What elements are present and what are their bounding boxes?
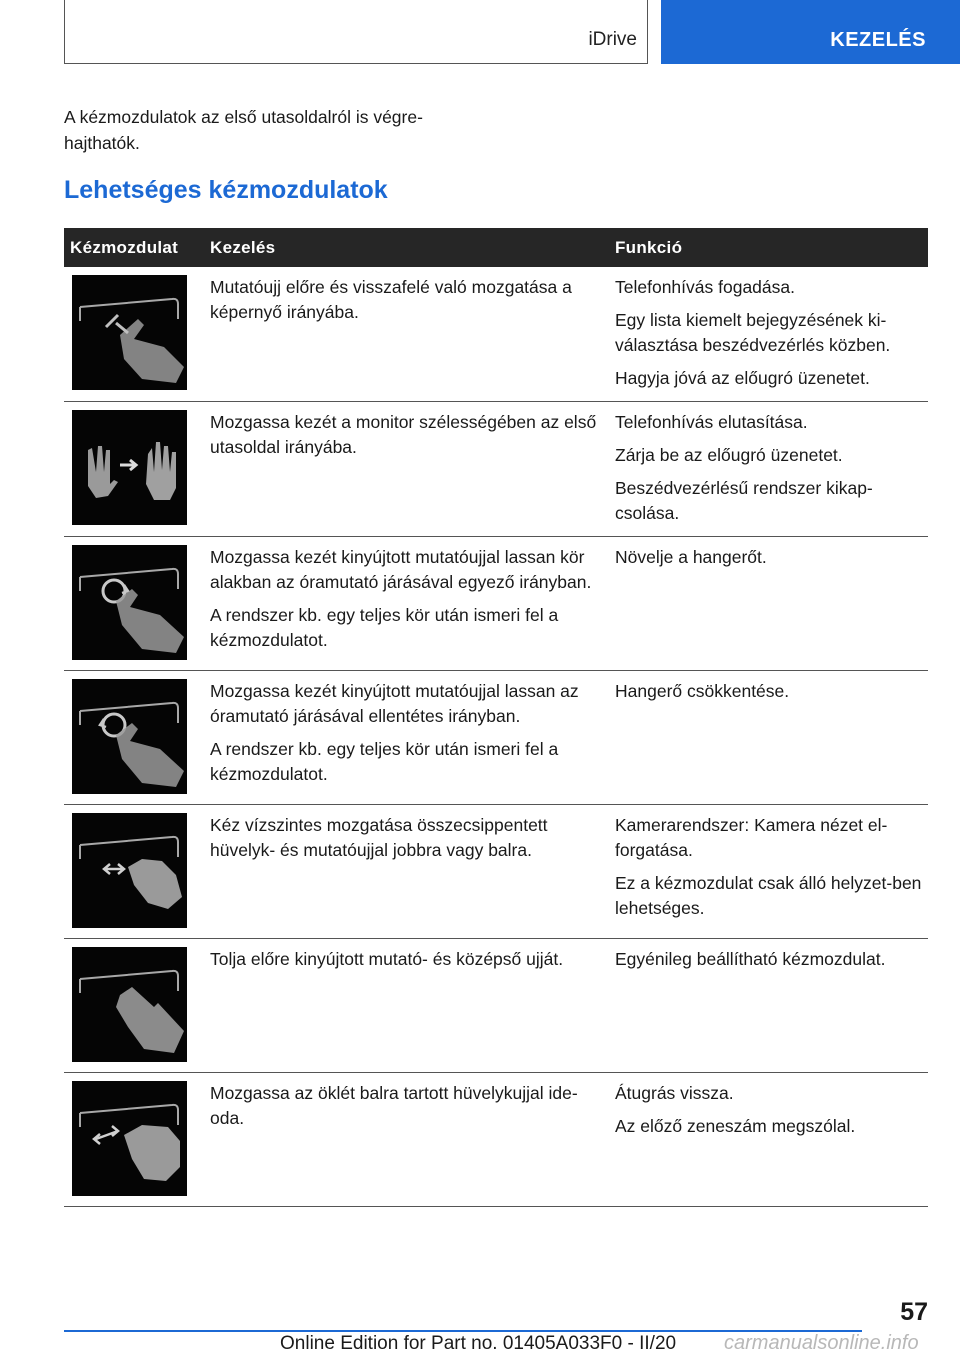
operation-cell <box>203 402 608 537</box>
function-text: Növelje a hangerőt. <box>615 547 767 567</box>
table-header-row <box>64 228 928 267</box>
function-cell <box>608 671 928 805</box>
operation-text: A rendszer kb. egy teljes kör után ismeri fel a kézmozdulatot. <box>210 605 559 650</box>
table-row <box>64 267 928 402</box>
function-cell <box>608 805 928 939</box>
section-heading: Lehetséges kézmozdulatok <box>64 176 388 204</box>
header-section-box <box>64 0 648 64</box>
function-cell <box>608 402 928 537</box>
function-text: Kamerarendszer: Kamera nézet el-forgatása. <box>615 815 888 860</box>
operation-cell <box>203 805 608 939</box>
two-finger-push-gesture-icon <box>72 947 187 1062</box>
function-text: Ez a kézmozdulat csak álló helyzet-ben lehetséges. <box>615 873 922 918</box>
table-row <box>64 805 928 939</box>
gesture-cell <box>64 939 203 1073</box>
function-text: Átugrás vissza. <box>615 1083 734 1103</box>
function-cell <box>608 1073 928 1207</box>
column-header-operation: Kezelés <box>203 228 608 267</box>
function-cell <box>608 267 928 402</box>
header-chapter-box <box>661 0 960 64</box>
function-text: Beszédvezérlésű rendszer kikap-csolása. <box>615 478 873 523</box>
gesture-cell <box>64 267 203 402</box>
gesture-cell <box>64 402 203 537</box>
operation-cell <box>203 267 608 402</box>
page-number: 57 <box>900 1298 928 1326</box>
function-cell <box>608 939 928 1073</box>
function-text: Az előző zeneszám megszólal. <box>615 1116 856 1136</box>
finger-forward-back-gesture-icon <box>72 275 187 390</box>
function-text: Hagyja jóvá az előugró üzenetet. <box>615 368 870 388</box>
operation-cell <box>203 537 608 671</box>
operation-text: Mozgassa kezét kinyújtott mutatóujjal lassan kör alakban az óramutató járásával egyező irányban. <box>210 547 592 592</box>
circle-counterclockwise-gesture-icon <box>72 679 187 794</box>
function-text: Hangerő csökkentése. <box>615 681 790 701</box>
pinch-swipe-gesture-icon <box>72 813 187 928</box>
hand-swipe-gesture-icon <box>72 410 187 525</box>
gesture-cell <box>64 805 203 939</box>
header-section-title: iDrive <box>588 29 637 50</box>
column-header-function: Funkció <box>608 228 928 267</box>
fist-thumb-swipe-gesture-icon <box>72 1081 187 1196</box>
gesture-cell <box>64 671 203 805</box>
operation-cell <box>203 939 608 1073</box>
footer-watermark: carmanualsonline.info <box>724 1332 919 1354</box>
table-row <box>64 402 928 537</box>
gesture-cell <box>64 1073 203 1207</box>
operation-text: A rendszer kb. egy teljes kör után ismeri fel a kézmozdulatot. <box>210 739 559 784</box>
operation-cell <box>203 671 608 805</box>
operation-cell <box>203 1073 608 1207</box>
table-row <box>64 939 928 1073</box>
gesture-table <box>64 228 928 1207</box>
header-chapter-title: KEZELÉS <box>830 29 926 51</box>
function-text: Egyénileg beállítható kézmozdulat. <box>615 949 886 969</box>
function-text: Zárja be az előugró üzenetet. <box>615 445 843 465</box>
function-cell <box>608 537 928 671</box>
function-text: Telefonhívás fogadása. <box>615 277 795 297</box>
gesture-cell <box>64 537 203 671</box>
intro-text: A kézmozdulatok az első utasoldalról is végre-hajthatók. <box>64 107 423 153</box>
operation-text: Mozgassa kezét kinyújtott mutatóujjal lassan az óramutató járásával ellentétes irányban. <box>210 681 579 726</box>
circle-clockwise-gesture-icon <box>72 545 187 660</box>
operation-text: Mozgassa kezét a monitor szélességében az első utasoldal irányába. <box>210 412 597 457</box>
table-row <box>64 537 928 671</box>
column-header-gesture: Kézmozdulat <box>64 228 203 267</box>
operation-text: Mozgassa az öklét balra tartott hüvelykujjal ide-oda. <box>210 1083 578 1128</box>
operation-text: Mutatóujj előre és visszafelé való mozgatása a képernyő irányába. <box>210 277 572 322</box>
operation-text: Kéz vízszintes mozgatása összecsippentett hüvelyk- és mutatóujjal jobbra vagy balra. <box>210 815 548 860</box>
function-text: Egy lista kiemelt bejegyzésének ki-választása beszédvezérlés közben. <box>615 310 891 355</box>
footer-edition-text: Online Edition for Part no. 01405A033F0 - II/20 <box>280 1333 677 1354</box>
function-text: Telefonhívás elutasítása. <box>615 412 808 432</box>
operation-text: Tolja előre kinyújtott mutató- és középső ujját. <box>210 949 564 969</box>
table-row <box>64 671 928 805</box>
table-row <box>64 1073 928 1207</box>
